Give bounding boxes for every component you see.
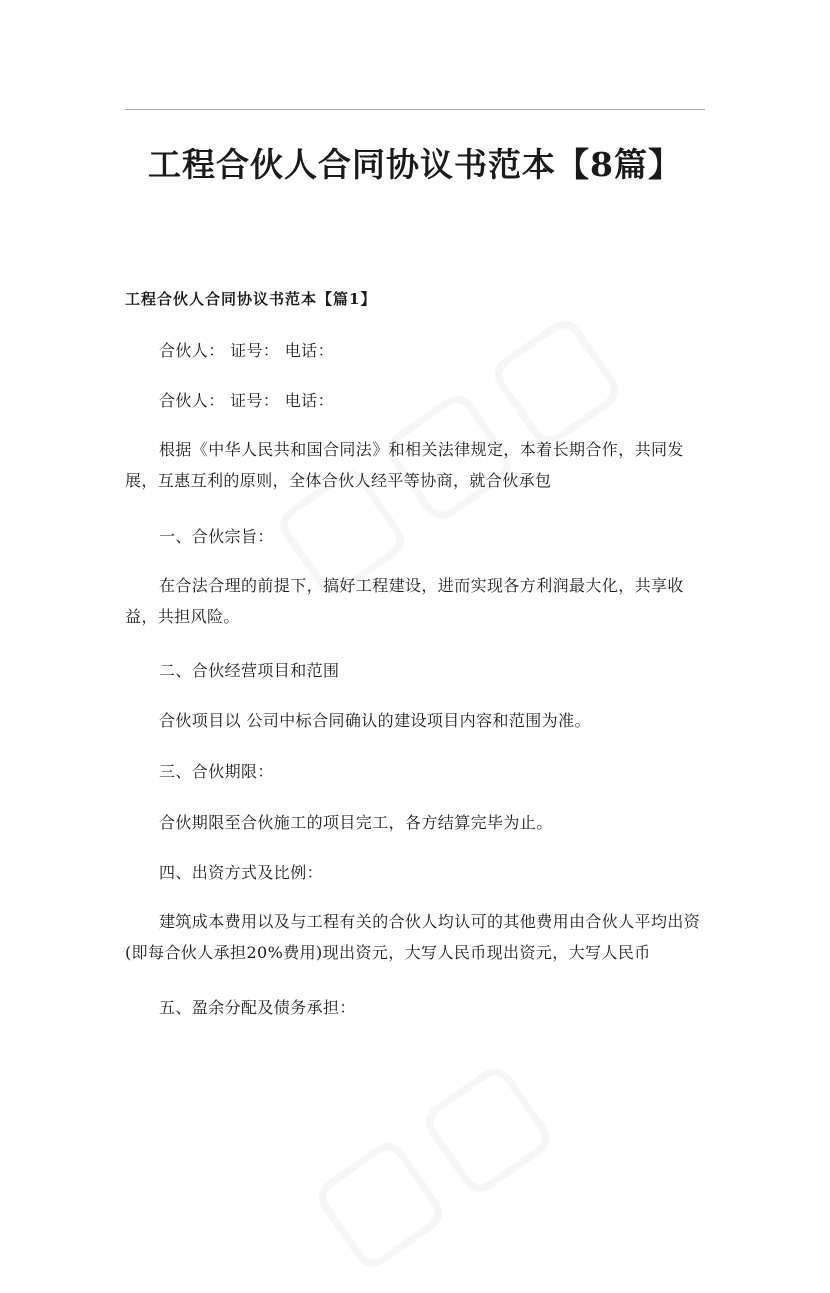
paragraph: 在合法合理的前提下，搞好工程建设，进而实现各方利润最大化，共享收益，共担风险。 bbox=[125, 576, 684, 626]
header-rule bbox=[125, 109, 705, 110]
paragraph: 五、盈余分配及债务承担： bbox=[159, 998, 356, 1017]
paragraph: 合伙人： 证号： 电话： bbox=[159, 391, 334, 410]
paragraph: 合伙人： 证号： 电话： bbox=[159, 341, 334, 360]
paragraph: 根据《中华人民共和国合同法》和相关法律规定，本着长期合作，共同发展，互惠互利的原则，全体合伙人经平等协商，就合伙承包 bbox=[125, 440, 684, 490]
paragraph: 建筑成本费用以及与工程有关的合伙人均认可的其他费用由合伙人平均出资(即每合伙人承担20%费用)现出资元，大写人民币现出资元，大写人民币 bbox=[125, 912, 701, 962]
paragraph: 二、合伙经营项目和范围 bbox=[159, 661, 340, 680]
paragraph: 一、合伙宗旨： bbox=[159, 527, 274, 546]
paragraph: 四、出资方式及比例： bbox=[159, 863, 324, 882]
document-title: 工程合伙人合同协议书范本【8篇】 bbox=[148, 145, 682, 184]
section-heading: 工程合伙人合同协议书范本【篇1】 bbox=[125, 290, 377, 308]
paragraph: 合伙期限至合伙施工的项目完工，各方结算完毕为止。 bbox=[159, 813, 553, 832]
paragraph: 合伙项目以 公司中标合同确认的建设项目内容和范围为准。 bbox=[159, 711, 591, 730]
paragraph: 三、合伙期限： bbox=[159, 762, 274, 781]
watermark bbox=[280, 1019, 582, 1293]
